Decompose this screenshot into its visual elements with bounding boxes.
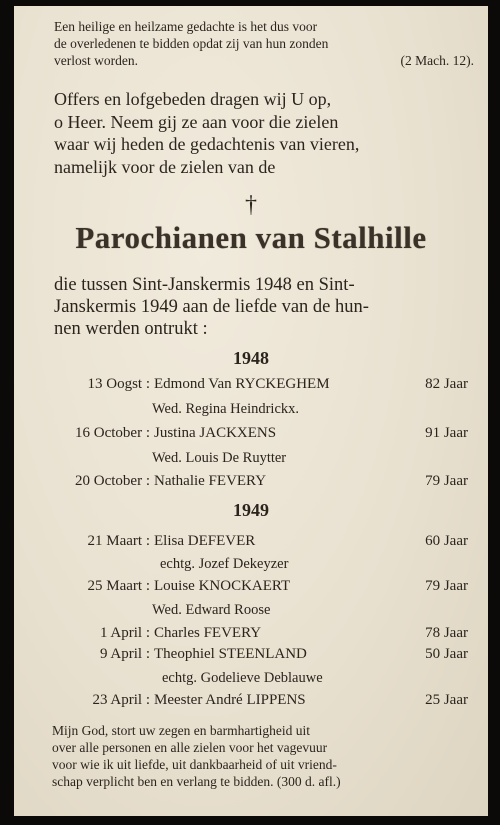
scripture-reference: (2 Mach. 12). (400, 53, 474, 68)
age: 78 Jaar (425, 625, 468, 641)
closing-prayer (52, 722, 476, 790)
relation-line (14, 670, 488, 690)
death-date: 13 Oogst : (87, 376, 150, 392)
list-item (14, 533, 488, 553)
age: 82 Jaar (425, 376, 468, 392)
list-item (14, 578, 488, 598)
year-heading: 1948 (233, 348, 269, 368)
age: 50 Jaar (425, 646, 468, 662)
deceased-name: Charles FEVERY (154, 625, 262, 641)
list-item (14, 473, 488, 493)
lead-text (54, 274, 476, 340)
relation-line (14, 401, 488, 421)
relation: echtg. Godelieve Deblauwe (162, 670, 323, 686)
relation: Wed. Edward Roose (152, 602, 271, 618)
lead-line: nen werden ontrukt : (54, 319, 208, 339)
relation: Wed. Louis De Ruytter (152, 450, 287, 466)
prayer-line: Offers en lofgebeden dragen wij U op, (54, 89, 332, 109)
deceased-name: Elisa DEFEVER (154, 533, 256, 549)
age: 79 Jaar (425, 578, 468, 594)
death-date: 9 April : (99, 646, 150, 662)
deceased-name: Louise KNOCKAERT (154, 578, 291, 594)
memorial-card (14, 6, 488, 816)
list-item (14, 646, 488, 666)
cross-icon: † (245, 192, 257, 218)
lead-line: Janskermis 1949 aan de liefde van de hun- (54, 297, 369, 317)
death-date: 20 October : (75, 473, 150, 489)
death-date: 1 April : (99, 625, 150, 641)
deceased-name: Justina JACKXENS (154, 425, 277, 441)
closing-line: over alle personen en alle zielen voor het vagevuur (52, 740, 328, 755)
deceased-name: Nathalie FEVERY (154, 473, 267, 489)
year-heading: 1949 (233, 500, 269, 520)
age: 91 Jaar (425, 425, 468, 441)
list-item (14, 425, 488, 445)
prayer-line: waar wij heden de gedachtenis van vieren, (54, 134, 360, 154)
relation-line (14, 556, 488, 576)
deceased-name: Edmond Van RYCKEGHEM (154, 376, 330, 392)
list-item (14, 625, 488, 645)
prayer-line: namelijk voor de zielen van de (54, 156, 276, 177)
relation-line (14, 602, 488, 622)
page-title: Parochianen van Stalhille (75, 220, 427, 255)
deceased-name: Theophiel STEENLAND (154, 646, 307, 662)
relation: echtg. Jozef Dekeyzer (160, 556, 289, 572)
relation-line (14, 450, 488, 470)
death-date: 25 Maart : (87, 578, 150, 594)
intro-line: Een heilige en heilzame gedachte is het dus voor (54, 19, 318, 34)
death-date: 16 October : (75, 425, 150, 441)
offering-prayer (54, 88, 474, 178)
death-date: 21 Maart : (87, 533, 150, 549)
intro-quote (54, 18, 474, 69)
age: 60 Jaar (425, 533, 468, 549)
closing-line: Mijn God, stort uw zegen en barmhartigheid uit (52, 723, 310, 738)
relation: Wed. Regina Heindrickx. (152, 401, 300, 417)
deceased-name: Meester André LIPPENS (154, 692, 306, 708)
closing-line: voor wie ik uit liefde, uit dankbaarheid of uit vriend- (52, 757, 337, 772)
prayer-line: o Heer. Neem gij ze aan voor die zielen (54, 111, 339, 132)
intro-line: verlost worden. (54, 53, 138, 68)
intro-line: de overledenen te bidden opdat zij van hun zonden (54, 36, 329, 51)
closing-line: schap verplicht ben en verlang te bidden. (300 d. afl.) (52, 774, 341, 789)
death-date: 23 April : (92, 692, 150, 708)
lead-line: die tussen Sint-Janskermis 1948 en Sint- (54, 275, 355, 295)
list-item (14, 376, 488, 396)
age: 79 Jaar (425, 473, 468, 489)
list-item (14, 692, 488, 712)
age: 25 Jaar (425, 692, 468, 708)
